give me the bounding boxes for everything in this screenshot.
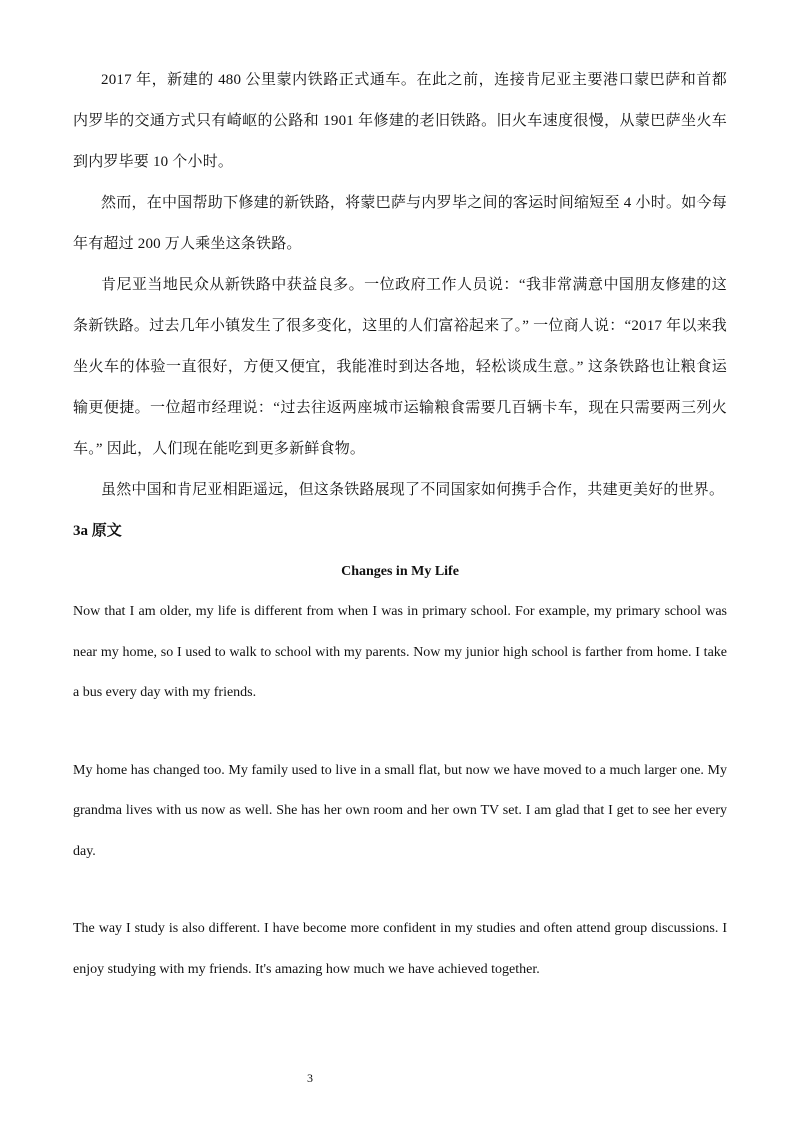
chinese-paragraph: 2017 年，新建的 480 公里蒙内铁路正式通车。在此之前，连接肯尼亚主要港口蒙巴萨和首都内罗毕的交通方式只有崎岖的公路和 1901 年修建的老旧铁路。旧火车速度很慢，从蒙巴萨坐火车到内罗毕要 10 个小时。	[73, 72, 727, 170]
english-paragraph: My home has changed too. My family used to live in a small flat, but now we have moved to a much larger one. My grandma lives with us now as well. She has her own room and her own TV set. I am glad that I get to see her every day.	[73, 762, 727, 859]
chinese-paragraph: 然而，在中国帮助下修建的新铁路，将蒙巴萨与内罗毕之间的客运时间缩短至 4 小时。如今每年有超过 200 万人乘坐这条铁路。	[73, 195, 727, 252]
chinese-paragraph: 虽然中国和肯尼亚相距遥远，但这条铁路展现了不同国家如何携手合作，共建更美好的世界。	[101, 482, 725, 498]
chinese-paragraph: 肯尼亚当地民众从新铁路中获益良多。一位政府工作人员说：“我非常满意中国朋友修建的这条新铁路。过去几年小镇发生了很多变化，这里的人们富裕起来了。” 一位商人说：“2017 年以来我坐火车的体验一直很好，方便又便宜，我能准时到达各地，轻松谈成生意。” 这条铁路也让粮食运输更便捷。一位超市经理说：“过去往返两座城市运输粮食需要几百辆卡车，现在只需要两三列火车。” 因此，人们现在能吃到更多新鲜食物。	[73, 277, 727, 457]
english-paragraph: Now that I am older, my life is different from when I was in primary school. For example, my primary school was near my home, so I used to walk to school with my parents. Now my junior high school is farther from home. I take a bus every day with my friends.	[73, 604, 727, 700]
document-page	[73, 60, 727, 990]
section-label: 3a 原文	[73, 523, 122, 539]
english-paragraph: The way I study is also different. I have become more confident in my studies and often attend group discussions. I enjoy studying with my friends. It's amazing how much we have achieved together.	[73, 921, 727, 977]
english-title: Changes in My Life	[341, 564, 459, 579]
page-number: 3	[307, 1071, 313, 1085]
